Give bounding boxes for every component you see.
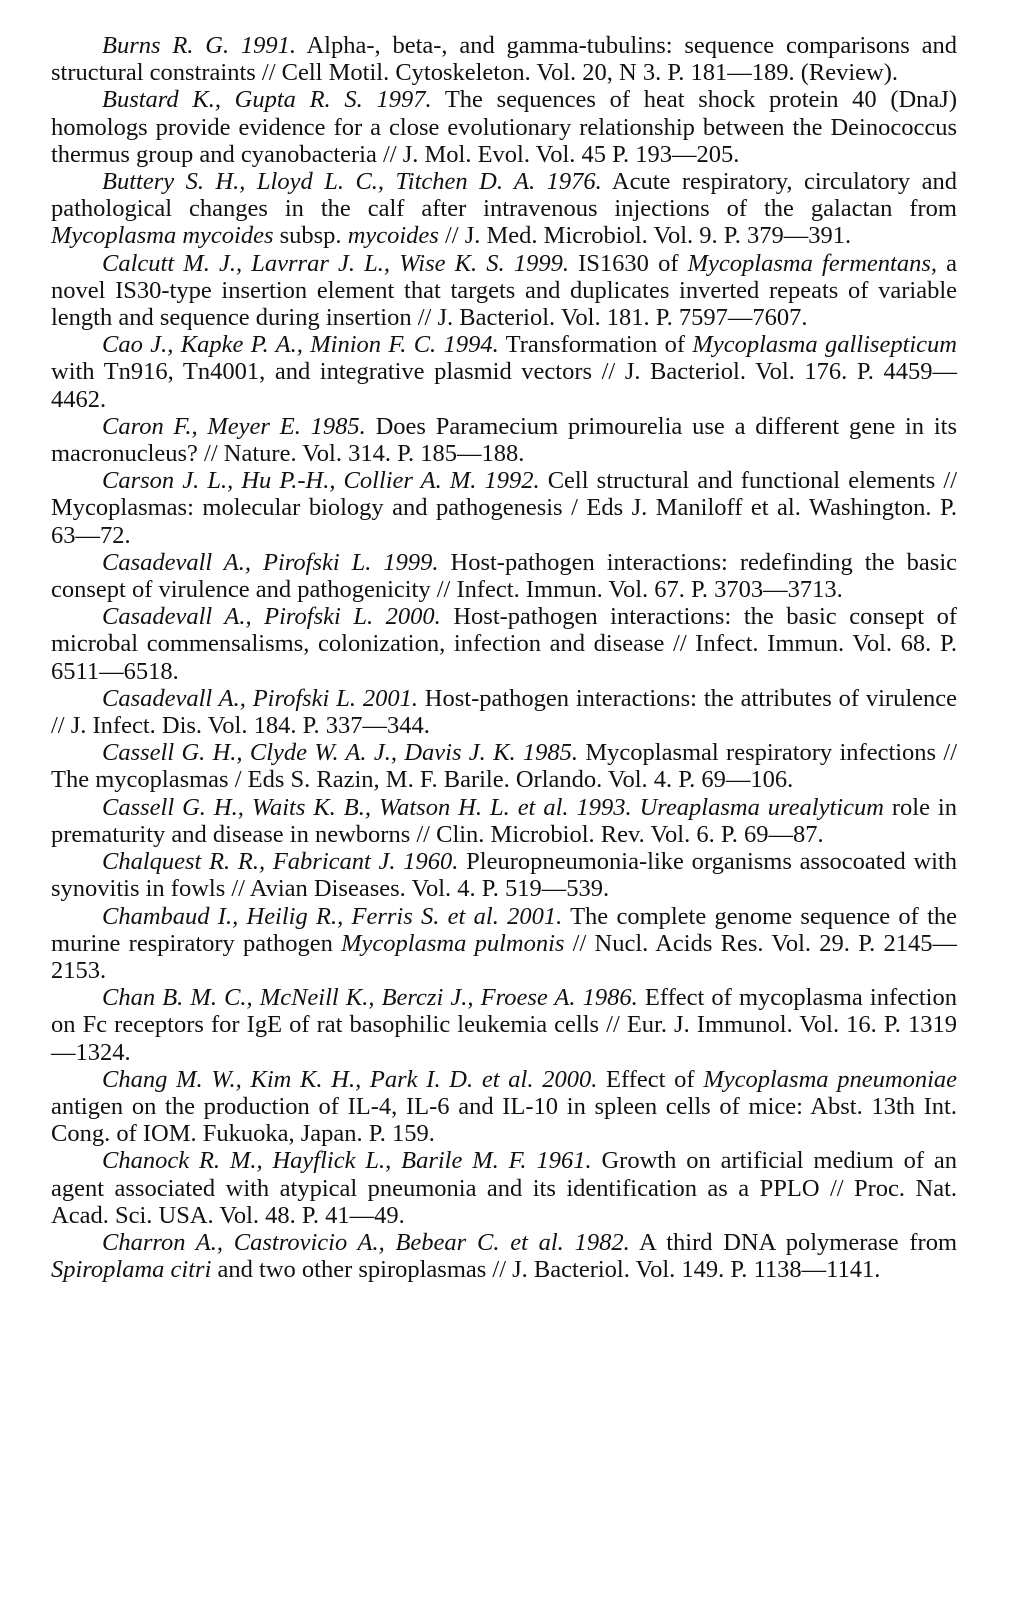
reference-entry xyxy=(51,413,957,467)
reference-authors: Caron F., Meyer E. xyxy=(102,412,301,440)
reference-year: 1985. xyxy=(522,739,579,767)
reference-year: 2000. xyxy=(385,603,441,631)
reference-authors: Cassell G. H., Clyde W. A. J., Davis J. K. xyxy=(102,739,516,767)
reference-text: Acute respiratory, circulatory and pathological changes in the calf after intravenous injections of the galactan from xyxy=(51,168,958,223)
reference-year: 1960. xyxy=(403,848,459,876)
reference-year: 1986. xyxy=(582,984,638,1012)
reference-text: Transformation of xyxy=(505,331,693,359)
reference-year: 1992. xyxy=(484,467,540,495)
reference-authors: Cassell G. H., Waits K. B., Watson H. L. et al. xyxy=(102,793,569,821)
reference-entry xyxy=(51,1229,957,1283)
reference-authors: Chambaud I., Heilig R., Ferris S. et al. xyxy=(102,902,499,930)
reference-entry xyxy=(51,250,957,332)
reference-authors: Chang M. W., Kim K. H., Park I. D. et al. xyxy=(102,1065,534,1093)
reference-text: subsp. xyxy=(273,222,348,250)
reference-text: and two other spiroplasmas // J. Bacteriol. Vol. 149. P. 1138—1141. xyxy=(211,1256,881,1284)
reference-authors: Casadevall A., Pirofski L. xyxy=(102,603,374,631)
reference-italic-text: Mycoplasma gallisepticum xyxy=(692,331,958,359)
reference-italic-text: Spiroplama citri xyxy=(51,1256,212,1284)
reference-authors: Calcutt M. J., Lavrrar J. L., Wise K. S. xyxy=(102,249,505,277)
reference-text: Host-pathogen interactions: redefinding the basic consept of virulence and pathogenicity // Infect. Immun. Vol. 67. P. 3703—3713. xyxy=(51,548,958,604)
reference-authors: Bustard K., Gupta R. S. xyxy=(102,86,363,114)
reference-italic-text: mycoides xyxy=(347,222,439,250)
reference-text: a novel IS30-type insertion element that targets and duplicates inverted repeats of variable length and sequence during insertion // J. Bacteriol. Vol. 181. P. 7597—7607. xyxy=(51,249,958,332)
reference-text: Host-pathogen interactions: the attributes of virulence // J. Infect. Dis. Vol. 184. P. 337—344. xyxy=(51,684,957,740)
reference-entry xyxy=(51,168,957,250)
reference-authors: Carson J. L., Hu P.-H., Collier A. M. xyxy=(102,467,477,495)
reference-year: 1982. xyxy=(574,1228,630,1256)
reference-year: 1961. xyxy=(536,1147,592,1175)
reference-authors: Burns R. G. xyxy=(102,32,230,59)
reference-entry xyxy=(51,903,957,985)
reference-text: // Nucl. Acids Res. Vol. 29. P. 2145—2153. xyxy=(51,929,957,984)
reference-text: Does Paramecium primourelia use a different gene in its macronucleus? // Nature. Vol. 314. P. 185—188. xyxy=(51,412,958,468)
reference-authors: Casadevall A., Pirofski L. xyxy=(102,548,372,576)
reference-text: with Tn916, Tn4001, and integrative plasmid vectors // J. Bacteriol. Vol. 176. P. 4459—4462. xyxy=(51,358,957,413)
reference-italic-text: Mycoplasma fermentans, xyxy=(687,249,937,277)
reference-year: 1985. xyxy=(310,412,366,440)
reference-text: role in prematurity and disease in newborns // Clin. Microbiol. Rev. Vol. 6. P. 69—87. xyxy=(51,793,957,848)
reference-entry xyxy=(51,794,957,848)
reference-text: // J. Med. Microbiol. Vol. 9. P. 379—391. xyxy=(438,222,852,250)
reference-year: 1999. xyxy=(513,249,569,277)
reference-entry xyxy=(51,549,957,603)
reference-text: Cell structural and functional elements // Mycoplasmas: molecular biology and pathogenesis / Eds J. Maniloff et al. Washington. P. 63—72. xyxy=(51,467,957,549)
reference-text: The sequences of heat shock protein 40 (DnaJ) homologs provide evidence for a close evolutionary relationship between the Deinococcus thermus group and cyanobacteria // J. Mol. Evol. Vol. 45 P. 193—205. xyxy=(51,86,957,168)
reference-entry xyxy=(51,32,957,86)
reference-year: 1976. xyxy=(546,168,602,196)
reference-authors: Buttery S. H., Lloyd L. C., Titchen D. A. xyxy=(102,168,536,196)
reference-entry xyxy=(51,467,957,549)
reference-year: 2000. xyxy=(542,1065,598,1093)
reference-text: Growth on artificial medium of an agent associated with atypical pneumonia and its identification as a PPLO // Proc. Nat. Acad. Sci. USA. Vol. 48. P. 41—49. xyxy=(51,1147,958,1229)
reference-entry xyxy=(51,739,957,793)
reference-italic-text: Mycoplasma mycoides xyxy=(51,222,274,250)
reference-italic-text: Ureaplasma urealyticum xyxy=(639,793,884,821)
reference-authors: Chalquest R. R., Fabricant J. xyxy=(102,848,396,876)
reference-entry xyxy=(51,331,957,413)
reference-authors: Casadevall A., Pirofski L. xyxy=(102,684,356,712)
reference-text: Pleuropneumonia-like organisms assocoated with synovitis in fowls // Avian Diseases. Vol. 4. P. 519—539. xyxy=(51,848,958,903)
reference-entry xyxy=(51,603,957,685)
reference-list xyxy=(51,32,957,1283)
reference-text: A third DNA polymerase from xyxy=(639,1228,958,1256)
reference-year: 1997. xyxy=(376,86,432,114)
reference-text: antigen on the production of IL-4, IL-6 and IL-10 in spleen cells of mice: Abst. 13th Int. Cong. of IOM. Fukuoka, Japan. P. 159. xyxy=(51,1092,957,1148)
reference-text: Effect of xyxy=(606,1065,704,1093)
reference-year: 2001. xyxy=(507,902,563,930)
reference-authors: Chan B. M. C., McNeill K., Berczi J., Froese A. xyxy=(102,984,576,1012)
reference-italic-text: Mycoplasma pulmonis xyxy=(341,929,565,957)
reference-authors: Chanock R. M., Hayflick L., Barile M. F. xyxy=(102,1147,527,1175)
reference-authors: Charron A., Castrovicio A., Bebear C. et al. xyxy=(102,1228,564,1256)
reference-text: Mycoplasmal respiratory infections // The mycoplasmas / Eds S. Razin, M. F. Barile. Orlando. Vol. 4. P. 69—106. xyxy=(51,739,958,794)
reference-year: 1999. xyxy=(383,548,439,576)
reference-year: 1991. xyxy=(240,32,297,59)
reference-authors: Cao J., Kapke P. A., Minion F. C. xyxy=(102,331,437,359)
reference-text: IS1630 of xyxy=(578,249,688,277)
reference-year: 2001. xyxy=(362,684,418,712)
reference-text: Host-pathogen interactions: the basic consept of microbal commensalisms, colonization, infection and disease // Infect. Immun. Vol. 68. P. 6511—6518. xyxy=(51,603,958,685)
reference-text: Effect of mycoplasma infection on Fc receptors for IgE of rat basophilic leukemia cells // Eur. J. Immunol. Vol. 16. P. 1319—1324. xyxy=(51,984,957,1066)
reference-entry xyxy=(51,86,957,168)
reference-entry xyxy=(51,1147,957,1229)
reference-year: 1994. xyxy=(443,331,499,359)
reference-entry xyxy=(51,685,957,739)
reference-text: The complete genome sequence of the murine respiratory pathogen xyxy=(51,902,958,957)
reference-italic-text: Mycoplasma pneumoniae xyxy=(703,1065,958,1093)
reference-text: Alpha-, beta-, and gamma-tubulins: sequence comparisons and structural constraints // Cell Motil. Cytoskeleton. Vol. 20, N 3. P. 181—189. (Review). xyxy=(51,32,957,87)
reference-entry xyxy=(51,1066,957,1148)
reference-entry xyxy=(51,984,957,1066)
reference-entry xyxy=(51,848,957,902)
reference-year: 1993. xyxy=(576,793,632,821)
